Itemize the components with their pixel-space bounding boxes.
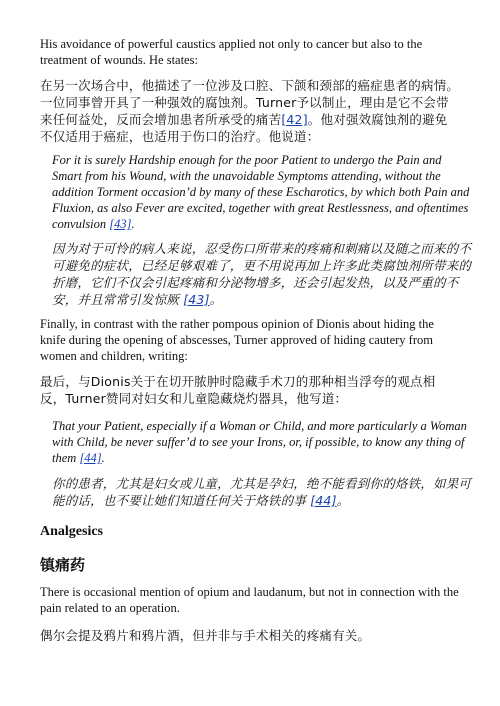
quote-zh-irons	[52, 475, 472, 509]
reference-link-42[interactable]: [42]	[281, 112, 308, 127]
paragraph-zh-caustics-text-b: 。他对强效腐蚀剂的避免不仅适用于癌症，也适用于伤口的治疗。他说道：	[40, 112, 448, 144]
quote-en-irons-text: That your Patient, especially if a Woman or Child, and more particularly a Woman with Child, be never suffer’d to see your Irons, or, if possible, to know any thing of them	[52, 419, 467, 465]
reference-link-44[interactable]: [44]	[79, 451, 102, 465]
paragraph-en-caustics: His avoidance of powerful caustics applied not only to cancer but also to the treatment of wounds. He states:	[40, 37, 423, 67]
quote-zh-hardship-text: 因为对于可怜的病人来说，忍受伤口所带来的疼痛和刺痛以及随之而来的不可避免的症状，已经足够艰难了，更不用说再加上许多此类腐蚀剂所带来的折磨，它们不仅会引起疼痛和分泌物增多，还会引起发热，以及严重的不安，并且常常引发惊厥	[52, 241, 472, 307]
paragraph-zh-opium: 偶尔会提及鸦片和鸦片酒，但并非与手术相关的疼痛有关。	[40, 628, 371, 643]
paragraph-zh-dionis: 最后，与Dionis关于在切开脓肿时隐藏手术刀的那种相当浮夸的观点相反，Turner赞同对妇女和儿童隐藏烧灼器具，他写道：	[40, 374, 436, 406]
quote-en-irons-end: .	[101, 451, 105, 465]
section-heading-en: Analgesics	[40, 524, 103, 539]
reference-link-43[interactable]: [43]	[109, 217, 132, 231]
section-heading-zh: 镇痛药	[40, 556, 86, 574]
paragraph-en-dionis: Finally, in contrast with the rather pompous opinion of Dionis about hiding the knife during the opening of abscesses, Turner approved of hiding cautery from women and children, writing:	[40, 317, 434, 363]
quote-en-irons	[52, 418, 472, 466]
quote-zh-irons-text: 你的患者，尤其是妇女或儿童，尤其是孕妇，绝不能看到你的烙铁，如果可能的话，也不要让她们知道任何关于烙铁的事	[52, 476, 472, 508]
quote-zh-hardship-end: 。	[209, 292, 223, 307]
reference-link-44-zh[interactable]: [44]	[310, 493, 337, 508]
quote-zh-irons-end: 。	[336, 493, 350, 508]
paragraph-zh-caustics	[40, 77, 460, 145]
quote-en-hardship	[52, 152, 472, 232]
quote-en-hardship-end: .	[131, 217, 135, 231]
reference-link-43-zh[interactable]: [43]	[183, 292, 210, 307]
paragraph-en-opium: There is occasional mention of opium and laudanum, but not in connection with the pain related to an operation.	[40, 585, 459, 615]
quote-zh-hardship	[52, 240, 472, 308]
quote-en-hardship-text: For it is surely Hardship enough for the poor Patient to undergo the Pain and Smart from his Wound, with the unavoidable Symptoms attending, without the addition Torment occasion’d by many of these Escharotics, by which both Pain and Fluxion, as also Fever are excited, together with great Restlessness, and oftentimes convulsion	[52, 153, 470, 231]
paragraph-zh-caustics-text-a: 在另一次场合中，他描述了一位涉及口腔、下颌和颈部的癌症患者的病情。一位同事曾开具了一种强效的腐蚀剂。Turner予以制止，理由是它不会带来任何益处，反而会增加患者所承受的痛苦	[40, 78, 460, 127]
